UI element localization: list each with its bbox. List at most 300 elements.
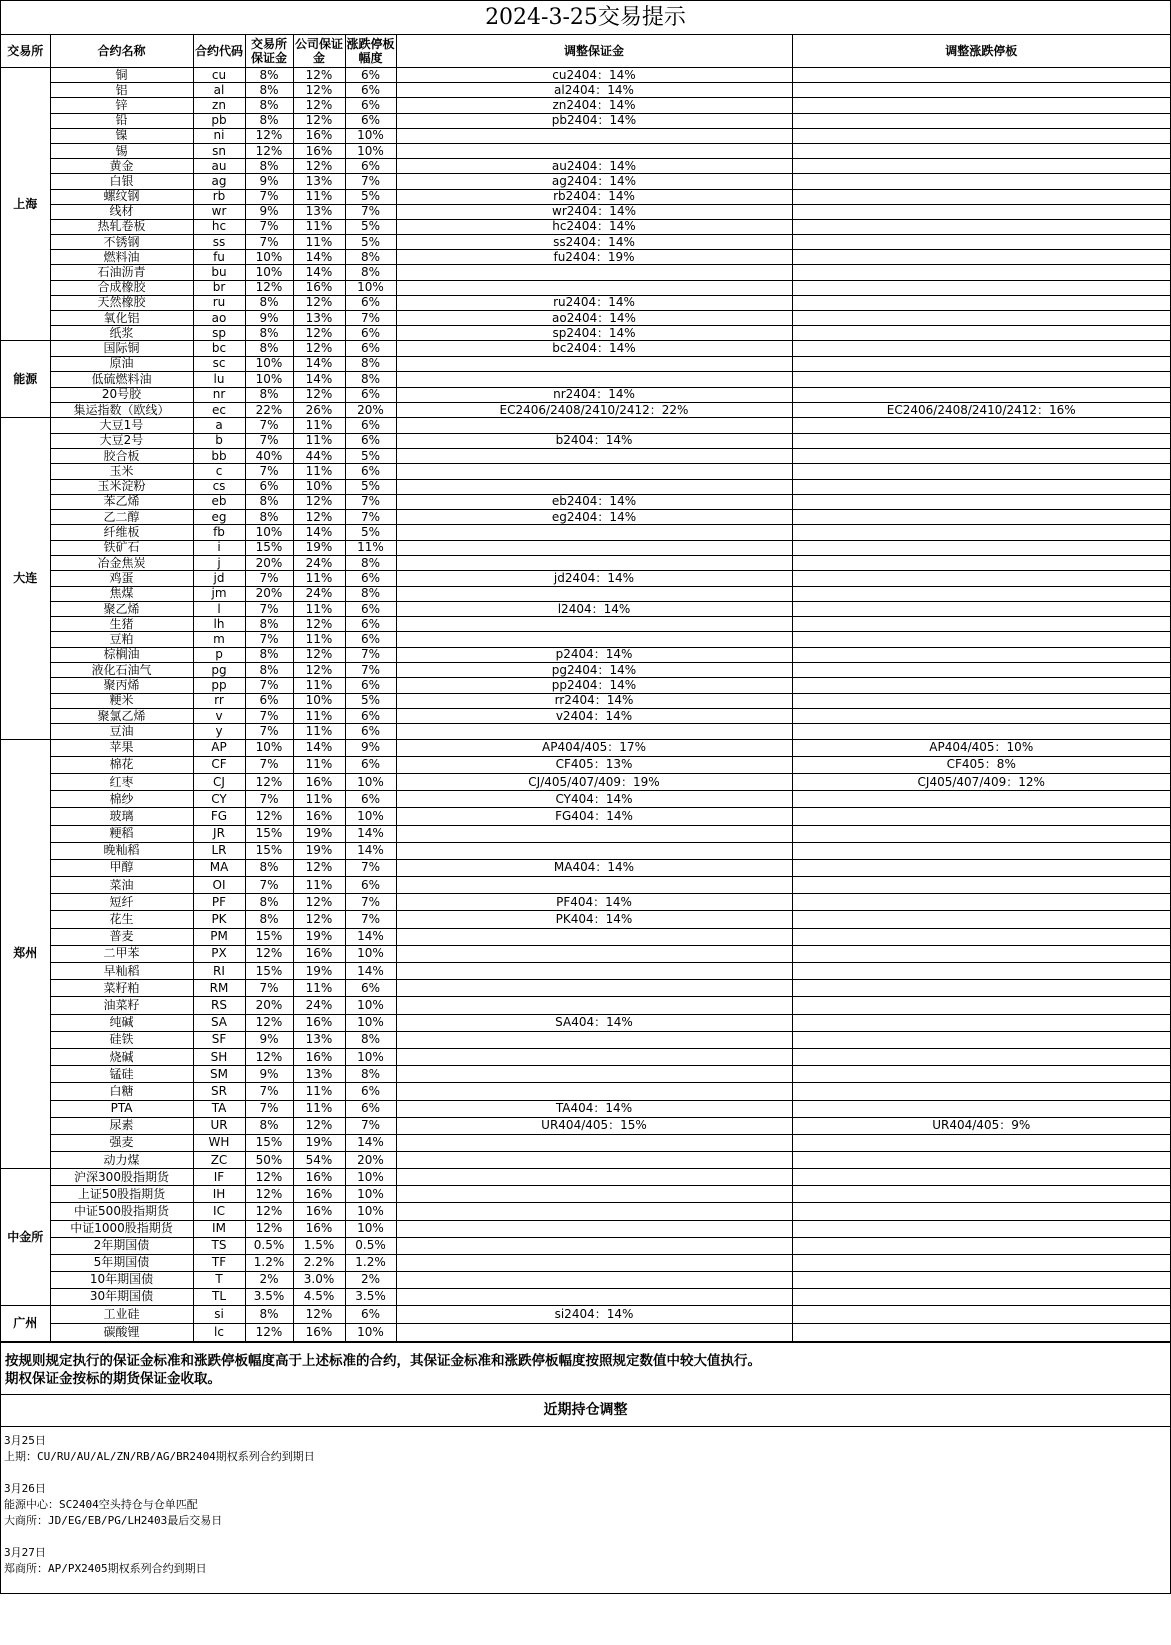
table-row bbox=[1, 418, 1170, 433]
contract-name-cell: 锌 bbox=[50, 98, 193, 113]
contract-name-cell: 铁矿石 bbox=[50, 540, 193, 555]
table-row bbox=[1, 464, 1170, 479]
adjusted-limit-cell bbox=[792, 540, 1170, 555]
price-limit-cell: 10% bbox=[345, 280, 396, 295]
contract-name-cell: 菜油 bbox=[50, 877, 193, 894]
contract-code-cell: a bbox=[193, 418, 245, 433]
adjusted-margin-cell: rb2404：14% bbox=[396, 189, 792, 204]
position-line: 郑商所：AP/PX2405期权系列合约到期日 bbox=[4, 1562, 207, 1575]
exchange-margin-cell: 8% bbox=[245, 617, 293, 632]
adjusted-margin-cell bbox=[396, 963, 792, 980]
price-limit-cell: 8% bbox=[345, 356, 396, 371]
adjusted-limit-cell bbox=[792, 464, 1170, 479]
contract-code-cell: sc bbox=[193, 356, 245, 371]
contract-name-cell: 聚氯乙烯 bbox=[50, 708, 193, 723]
adjusted-limit-cell bbox=[792, 494, 1170, 509]
contract-code-cell: zn bbox=[193, 98, 245, 113]
contract-code-cell: CY bbox=[193, 791, 245, 808]
price-limit-cell: 7% bbox=[345, 204, 396, 219]
adjusted-limit-cell bbox=[792, 1066, 1170, 1083]
table-row bbox=[1, 1306, 1170, 1324]
contract-name-cell: 燃料油 bbox=[50, 250, 193, 265]
price-limit-cell: 5% bbox=[345, 479, 396, 494]
price-limit-cell: 8% bbox=[345, 556, 396, 571]
adjusted-limit-cell bbox=[792, 647, 1170, 662]
contract-name-cell: 5年期国债 bbox=[50, 1254, 193, 1271]
adjusted-margin-cell: pp2404：14% bbox=[396, 678, 792, 693]
company-margin-cell: 14% bbox=[293, 525, 345, 540]
adjusted-margin-cell bbox=[396, 1220, 792, 1237]
price-limit-cell: 7% bbox=[345, 510, 396, 525]
adjusted-limit-cell: AP404/405：10% bbox=[792, 739, 1170, 756]
company-margin-cell: 16% bbox=[293, 808, 345, 825]
exchange-margin-cell: 7% bbox=[245, 219, 293, 234]
price-limit-cell: 20% bbox=[345, 402, 396, 417]
price-limit-cell: 14% bbox=[345, 825, 396, 842]
adjusted-limit-cell bbox=[792, 1288, 1170, 1305]
exchange-margin-cell: 50% bbox=[245, 1152, 293, 1169]
adjusted-limit-cell bbox=[792, 341, 1170, 356]
price-limit-cell: 10% bbox=[345, 1169, 396, 1186]
exchange-margin-cell: 12% bbox=[245, 773, 293, 790]
adjusted-margin-cell: EC2406/2408/2410/2412：22% bbox=[396, 402, 792, 417]
company-margin-cell: 11% bbox=[293, 791, 345, 808]
table-row bbox=[1, 98, 1170, 113]
adjusted-margin-cell: bc2404：14% bbox=[396, 341, 792, 356]
company-margin-cell: 11% bbox=[293, 756, 345, 773]
adjusted-margin-cell bbox=[396, 1324, 792, 1342]
table-row bbox=[1, 859, 1170, 876]
contract-code-cell: ag bbox=[193, 174, 245, 189]
adjusted-limit-cell bbox=[792, 356, 1170, 371]
contract-code-cell: WH bbox=[193, 1134, 245, 1151]
price-limit-cell: 7% bbox=[345, 494, 396, 509]
exchange-margin-cell: 8% bbox=[245, 647, 293, 662]
adjusted-limit-cell bbox=[792, 113, 1170, 128]
adjusted-margin-cell bbox=[396, 586, 792, 601]
contract-code-cell: SR bbox=[193, 1083, 245, 1100]
table-row bbox=[1, 724, 1170, 739]
contract-code-cell: rb bbox=[193, 189, 245, 204]
exchange-cell: 大连 bbox=[1, 418, 50, 739]
exchange-cell: 能源 bbox=[1, 341, 50, 418]
adjusted-margin-cell: ag2404：14% bbox=[396, 174, 792, 189]
table-row bbox=[1, 280, 1170, 295]
contract-name-cell: 白糖 bbox=[50, 1083, 193, 1100]
table-row bbox=[1, 326, 1170, 341]
company-margin-cell: 11% bbox=[293, 724, 345, 739]
contract-name-cell: 集运指数（欧线） bbox=[50, 402, 193, 417]
adjusted-limit-cell bbox=[792, 250, 1170, 265]
price-limit-cell: 10% bbox=[345, 945, 396, 962]
company-margin-cell: 11% bbox=[293, 632, 345, 647]
price-limit-cell: 10% bbox=[345, 143, 396, 158]
adjusted-limit-cell bbox=[792, 663, 1170, 678]
adjusted-limit-cell bbox=[792, 204, 1170, 219]
adjusted-limit-cell bbox=[792, 189, 1170, 204]
price-limit-cell: 6% bbox=[345, 1306, 396, 1324]
header-contract-name: 合约名称 bbox=[50, 35, 193, 68]
company-margin-cell: 12% bbox=[293, 113, 345, 128]
adjusted-limit-cell bbox=[792, 859, 1170, 876]
price-limit-cell: 6% bbox=[345, 617, 396, 632]
header-adjusted-limit: 调整涨跌停板 bbox=[792, 35, 1170, 68]
contract-code-cell: PX bbox=[193, 945, 245, 962]
exchange-margin-cell: 7% bbox=[245, 601, 293, 616]
contract-name-cell: 白银 bbox=[50, 174, 193, 189]
company-margin-cell: 24% bbox=[293, 997, 345, 1014]
table-row bbox=[1, 1237, 1170, 1254]
adjusted-margin-cell bbox=[396, 525, 792, 540]
adjusted-margin-cell: UR404/405：15% bbox=[396, 1117, 792, 1134]
company-margin-cell: 12% bbox=[293, 341, 345, 356]
price-limit-cell: 6% bbox=[345, 756, 396, 773]
price-limit-cell: 6% bbox=[345, 98, 396, 113]
adjusted-limit-cell bbox=[792, 1014, 1170, 1031]
exchange-margin-cell: 7% bbox=[245, 756, 293, 773]
contract-name-cell: 液化石油气 bbox=[50, 663, 193, 678]
company-margin-cell: 14% bbox=[293, 356, 345, 371]
price-limit-cell: 8% bbox=[345, 586, 396, 601]
contract-code-cell: ec bbox=[193, 402, 245, 417]
price-limit-cell: 10% bbox=[345, 997, 396, 1014]
table-row bbox=[1, 219, 1170, 234]
contract-name-cell: 油菜籽 bbox=[50, 997, 193, 1014]
adjusted-margin-cell bbox=[396, 1152, 792, 1169]
exchange-margin-cell: 1.2% bbox=[245, 1254, 293, 1271]
adjusted-margin-cell bbox=[396, 1048, 792, 1065]
adjusted-margin-cell: TA404：14% bbox=[396, 1100, 792, 1117]
company-margin-cell: 12% bbox=[293, 1117, 345, 1134]
price-limit-cell: 7% bbox=[345, 174, 396, 189]
contract-code-cell: SH bbox=[193, 1048, 245, 1065]
contract-name-cell: 纯碱 bbox=[50, 1014, 193, 1031]
contract-name-cell: 生猪 bbox=[50, 617, 193, 632]
exchange-margin-cell: 7% bbox=[245, 571, 293, 586]
company-margin-cell: 16% bbox=[293, 773, 345, 790]
table-row bbox=[1, 83, 1170, 98]
price-limit-cell: 10% bbox=[345, 1324, 396, 1342]
price-limit-cell: 10% bbox=[345, 808, 396, 825]
adjusted-margin-cell bbox=[396, 372, 792, 387]
company-margin-cell: 1.5% bbox=[293, 1237, 345, 1254]
position-date: 3月27日 bbox=[4, 1546, 46, 1559]
exchange-margin-cell: 6% bbox=[245, 479, 293, 494]
rules-note-2: 期权保证金按标的期货保证金收取。 bbox=[5, 1371, 221, 1387]
contract-name-cell: 螺纹钢 bbox=[50, 189, 193, 204]
adjusted-limit-cell bbox=[792, 842, 1170, 859]
contract-name-cell: 热轧卷板 bbox=[50, 219, 193, 234]
contract-code-cell: SF bbox=[193, 1031, 245, 1048]
adjusted-limit-cell: UR404/405：9% bbox=[792, 1117, 1170, 1134]
contract-name-cell: 30年期国债 bbox=[50, 1288, 193, 1305]
price-limit-cell: 6% bbox=[345, 1100, 396, 1117]
exchange-margin-cell: 22% bbox=[245, 402, 293, 417]
contract-name-cell: 普麦 bbox=[50, 928, 193, 945]
company-margin-cell: 54% bbox=[293, 1152, 345, 1169]
adjusted-limit-cell bbox=[792, 479, 1170, 494]
price-limit-cell: 8% bbox=[345, 250, 396, 265]
contract-name-cell: 大豆2号 bbox=[50, 433, 193, 448]
adjusted-margin-cell: nr2404：14% bbox=[396, 387, 792, 402]
exchange-margin-cell: 8% bbox=[245, 494, 293, 509]
adjusted-limit-cell bbox=[792, 1254, 1170, 1271]
contract-code-cell: RI bbox=[193, 963, 245, 980]
table-row bbox=[1, 945, 1170, 962]
contract-name-cell: 胶合板 bbox=[50, 448, 193, 463]
table-row bbox=[1, 1048, 1170, 1065]
company-margin-cell: 13% bbox=[293, 1066, 345, 1083]
exchange-margin-cell: 8% bbox=[245, 159, 293, 174]
exchange-margin-cell: 12% bbox=[245, 128, 293, 143]
contract-code-cell: TA bbox=[193, 1100, 245, 1117]
contract-name-cell: 豆油 bbox=[50, 724, 193, 739]
price-limit-cell: 6% bbox=[345, 632, 396, 647]
company-margin-cell: 11% bbox=[293, 464, 345, 479]
exchange-margin-cell: 8% bbox=[245, 68, 293, 83]
adjusted-margin-cell: CY404：14% bbox=[396, 791, 792, 808]
table-row bbox=[1, 174, 1170, 189]
header-adjusted-margin: 调整保证金 bbox=[396, 35, 792, 68]
exchange-margin-cell: 8% bbox=[245, 663, 293, 678]
company-margin-cell: 13% bbox=[293, 174, 345, 189]
exchange-margin-cell: 9% bbox=[245, 174, 293, 189]
position-date: 3月25日 bbox=[4, 1434, 46, 1447]
adjusted-limit-cell bbox=[792, 1237, 1170, 1254]
contract-name-cell: 豆粕 bbox=[50, 632, 193, 647]
table-row bbox=[1, 571, 1170, 586]
contract-name-cell: 合成橡胶 bbox=[50, 280, 193, 295]
price-limit-cell: 10% bbox=[345, 128, 396, 143]
contract-code-cell: v bbox=[193, 708, 245, 723]
exchange-margin-cell: 12% bbox=[245, 808, 293, 825]
adjusted-limit-cell bbox=[792, 678, 1170, 693]
exchange-margin-cell: 8% bbox=[245, 113, 293, 128]
adjusted-limit-cell bbox=[792, 601, 1170, 616]
company-margin-cell: 16% bbox=[293, 1203, 345, 1220]
table-row bbox=[1, 525, 1170, 540]
table-row bbox=[1, 479, 1170, 494]
adjusted-limit-cell bbox=[792, 1324, 1170, 1342]
table-row bbox=[1, 808, 1170, 825]
position-day bbox=[4, 1433, 1167, 1465]
table-row bbox=[1, 1117, 1170, 1134]
adjusted-margin-cell bbox=[396, 842, 792, 859]
exchange-margin-cell: 8% bbox=[245, 295, 293, 310]
contract-code-cell: T bbox=[193, 1271, 245, 1288]
adjusted-limit-cell bbox=[792, 1048, 1170, 1065]
exchange-margin-cell: 40% bbox=[245, 448, 293, 463]
contract-code-cell: rr bbox=[193, 693, 245, 708]
contract-code-cell: lh bbox=[193, 617, 245, 632]
contract-code-cell: au bbox=[193, 159, 245, 174]
contract-code-cell: ru bbox=[193, 295, 245, 310]
table-row bbox=[1, 341, 1170, 356]
exchange-margin-cell: 10% bbox=[245, 525, 293, 540]
contract-name-cell: 锰硅 bbox=[50, 1066, 193, 1083]
company-margin-cell: 10% bbox=[293, 479, 345, 494]
adjusted-margin-cell: AP404/405：17% bbox=[396, 739, 792, 756]
price-limit-cell: 6% bbox=[345, 68, 396, 83]
price-limit-cell: 11% bbox=[345, 540, 396, 555]
company-margin-cell: 16% bbox=[293, 1186, 345, 1203]
table-row bbox=[1, 1288, 1170, 1305]
table-row bbox=[1, 265, 1170, 280]
adjusted-margin-cell bbox=[396, 556, 792, 571]
contract-name-cell: 粳稻 bbox=[50, 825, 193, 842]
adjusted-limit-cell bbox=[792, 1169, 1170, 1186]
table-row bbox=[1, 825, 1170, 842]
adjusted-limit-cell bbox=[792, 808, 1170, 825]
price-limit-cell: 7% bbox=[345, 859, 396, 876]
company-margin-cell: 11% bbox=[293, 678, 345, 693]
contract-name-cell: 黄金 bbox=[50, 159, 193, 174]
company-margin-cell: 12% bbox=[293, 894, 345, 911]
company-margin-cell: 12% bbox=[293, 510, 345, 525]
contract-name-cell: 沪深300股指期货 bbox=[50, 1169, 193, 1186]
price-limit-cell: 20% bbox=[345, 1152, 396, 1169]
adjusted-margin-cell: eb2404：14% bbox=[396, 494, 792, 509]
company-margin-cell: 12% bbox=[293, 1306, 345, 1324]
price-limit-cell: 14% bbox=[345, 963, 396, 980]
adjusted-margin-cell bbox=[396, 724, 792, 739]
adjusted-margin-cell: cu2404：14% bbox=[396, 68, 792, 83]
table-row bbox=[1, 693, 1170, 708]
exchange-cell: 中金所 bbox=[1, 1169, 50, 1306]
contract-code-cell: y bbox=[193, 724, 245, 739]
adjusted-limit-cell: EC2406/2408/2410/2412：16% bbox=[792, 402, 1170, 417]
contract-code-cell: si bbox=[193, 1306, 245, 1324]
adjusted-margin-cell: ss2404：14% bbox=[396, 235, 792, 250]
adjusted-limit-cell bbox=[792, 1306, 1170, 1324]
table-row bbox=[1, 556, 1170, 571]
table-row bbox=[1, 372, 1170, 387]
table-row bbox=[1, 1014, 1170, 1031]
table-row bbox=[1, 773, 1170, 790]
contract-name-cell: 粳米 bbox=[50, 693, 193, 708]
exchange-margin-cell: 10% bbox=[245, 265, 293, 280]
table-row bbox=[1, 540, 1170, 555]
contract-code-cell: pp bbox=[193, 678, 245, 693]
adjusted-margin-cell: b2404：14% bbox=[396, 433, 792, 448]
adjusted-margin-cell bbox=[396, 825, 792, 842]
company-margin-cell: 19% bbox=[293, 1134, 345, 1151]
price-limit-cell: 6% bbox=[345, 571, 396, 586]
contract-name-cell: 晚籼稻 bbox=[50, 842, 193, 859]
table-row bbox=[1, 842, 1170, 859]
table-row bbox=[1, 617, 1170, 632]
exchange-margin-cell: 12% bbox=[245, 143, 293, 158]
contract-name-cell: 红枣 bbox=[50, 773, 193, 790]
adjusted-margin-cell: pg2404：14% bbox=[396, 663, 792, 678]
adjusted-margin-cell bbox=[396, 448, 792, 463]
contract-code-cell: SM bbox=[193, 1066, 245, 1083]
contract-name-cell: 聚丙烯 bbox=[50, 678, 193, 693]
table-row bbox=[1, 448, 1170, 463]
company-margin-cell: 11% bbox=[293, 1083, 345, 1100]
table-row bbox=[1, 997, 1170, 1014]
table-header-row bbox=[1, 35, 1170, 68]
margin-table bbox=[1, 35, 1170, 1342]
adjusted-limit-cell bbox=[792, 1134, 1170, 1151]
contract-name-cell: 原油 bbox=[50, 356, 193, 371]
adjusted-limit-cell bbox=[792, 617, 1170, 632]
position-day bbox=[4, 1545, 1167, 1577]
contract-name-cell: 二甲苯 bbox=[50, 945, 193, 962]
table-row bbox=[1, 1203, 1170, 1220]
company-margin-cell: 12% bbox=[293, 326, 345, 341]
adjusted-margin-cell: ao2404：14% bbox=[396, 311, 792, 326]
price-limit-cell: 7% bbox=[345, 894, 396, 911]
exchange-margin-cell: 7% bbox=[245, 464, 293, 479]
contract-code-cell: FG bbox=[193, 808, 245, 825]
table-row bbox=[1, 1324, 1170, 1342]
table-row bbox=[1, 510, 1170, 525]
table-row bbox=[1, 980, 1170, 997]
contract-name-cell: 棕榈油 bbox=[50, 647, 193, 662]
price-limit-cell: 5% bbox=[345, 693, 396, 708]
contract-code-cell: hc bbox=[193, 219, 245, 234]
table-row bbox=[1, 739, 1170, 756]
company-margin-cell: 12% bbox=[293, 98, 345, 113]
table-row bbox=[1, 1100, 1170, 1117]
price-limit-cell: 7% bbox=[345, 311, 396, 326]
contract-name-cell: 铝 bbox=[50, 83, 193, 98]
adjusted-margin-cell bbox=[396, 280, 792, 295]
adjusted-limit-cell bbox=[792, 693, 1170, 708]
contract-name-cell: 中证1000股指期货 bbox=[50, 1220, 193, 1237]
exchange-margin-cell: 7% bbox=[245, 791, 293, 808]
exchange-margin-cell: 15% bbox=[245, 928, 293, 945]
company-margin-cell: 12% bbox=[293, 159, 345, 174]
contract-name-cell: 镍 bbox=[50, 128, 193, 143]
adjusted-limit-cell bbox=[792, 174, 1170, 189]
adjusted-margin-cell: si2404：14% bbox=[396, 1306, 792, 1324]
company-margin-cell: 12% bbox=[293, 911, 345, 928]
company-margin-cell: 14% bbox=[293, 372, 345, 387]
company-margin-cell: 19% bbox=[293, 540, 345, 555]
contract-name-cell: 苯乙烯 bbox=[50, 494, 193, 509]
adjusted-limit-cell bbox=[792, 894, 1170, 911]
exchange-margin-cell: 8% bbox=[245, 1117, 293, 1134]
contract-code-cell: p bbox=[193, 647, 245, 662]
adjusted-margin-cell: PK404：14% bbox=[396, 911, 792, 928]
contract-name-cell: 玉米 bbox=[50, 464, 193, 479]
table-row bbox=[1, 1134, 1170, 1151]
adjusted-margin-cell bbox=[396, 128, 792, 143]
adjusted-margin-cell: hc2404：14% bbox=[396, 219, 792, 234]
position-line: 能源中心：SC2404空头持仓与仓单匹配 bbox=[4, 1498, 198, 1511]
adjusted-limit-cell bbox=[792, 928, 1170, 945]
contract-code-cell: i bbox=[193, 540, 245, 555]
adjusted-margin-cell: zn2404：14% bbox=[396, 98, 792, 113]
company-margin-cell: 11% bbox=[293, 219, 345, 234]
company-margin-cell: 3.0% bbox=[293, 1271, 345, 1288]
table-row bbox=[1, 402, 1170, 417]
adjusted-margin-cell: SA404：14% bbox=[396, 1014, 792, 1031]
price-limit-cell: 6% bbox=[345, 295, 396, 310]
contract-name-cell: 中证500股指期货 bbox=[50, 1203, 193, 1220]
exchange-margin-cell: 15% bbox=[245, 825, 293, 842]
table-row bbox=[1, 113, 1170, 128]
contract-code-cell: AP bbox=[193, 739, 245, 756]
table-row bbox=[1, 159, 1170, 174]
adjusted-limit-cell bbox=[792, 1100, 1170, 1117]
price-limit-cell: 6% bbox=[345, 159, 396, 174]
table-row bbox=[1, 928, 1170, 945]
company-margin-cell: 16% bbox=[293, 945, 345, 962]
adjusted-margin-cell bbox=[396, 1254, 792, 1271]
